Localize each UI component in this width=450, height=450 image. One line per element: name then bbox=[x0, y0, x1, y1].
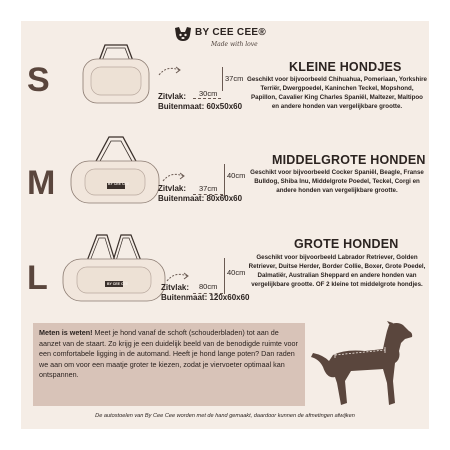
medium-dog-bed-illustration bbox=[65, 133, 165, 207]
width-dimension-label: 30cm bbox=[199, 89, 218, 98]
footer-note: De autostoelen van By Cee Cee worden met de hand gemaakt, daardoor kunnen de afmetingen afwijken bbox=[95, 413, 355, 419]
height-dimension-line bbox=[224, 258, 225, 294]
info-body: Meet je hond vanaf de schoft (schouderbladen) tot aan de aanzet van de staart. Zo krijg je een duidelijk beeld van de benodigde ruimte voor een comfortabele ligging in de automand. Heeft je hond lange poten? Dan raden we aan om voor een maatje groter te kiezen, zodat je viervoeter optimaal kan ontspannen. bbox=[39, 328, 298, 380]
bed-brand-label: BY CEE CEE bbox=[108, 182, 130, 186]
brand-header bbox=[173, 26, 283, 56]
section-title-small: KLEINE HONDJES bbox=[289, 60, 402, 74]
size-letter-l: L bbox=[27, 259, 48, 297]
dog-face-logo-icon bbox=[173, 26, 193, 42]
width-dimension-label: 80cm bbox=[199, 282, 218, 291]
size-letter-s: S bbox=[27, 61, 50, 99]
dog-silhouette-icon bbox=[305, 319, 417, 411]
section-description-large: Geschikt voor bijvoorbeeld Labrador Retriever, Golden Retriever, Duitse Herder, Border Collie, Boxer, Grote Poedel, Dalmatiër, Australian Sheppard en andere honden van vergelijkbare grootte. OF 2 kleine tot middelgrote hondjes. bbox=[248, 254, 426, 288]
infographic bbox=[21, 21, 429, 429]
section-title-large: GROTE HONDEN bbox=[294, 237, 399, 251]
brand-name: BY CEE CEE® bbox=[195, 27, 267, 38]
height-dimension-label: 37cm bbox=[225, 74, 244, 83]
section-description-medium: Geschikt voor bijvoorbeeld Cocker Spaniël, Beagle, Franse Bulldog, Shiba Inu, Middelgrote Poedel, Teckel, Corgi en andere honden van vergelijkbare grootte. bbox=[250, 169, 424, 194]
bed-brand-label: BY CEE CEE bbox=[107, 282, 129, 286]
outer-dimensions: Buitenmaat: 120x60x60 bbox=[161, 293, 250, 302]
height-dimension-label: 40cm bbox=[227, 171, 246, 180]
width-dimension-label: 37cm bbox=[199, 184, 218, 193]
height-dimension-line bbox=[224, 164, 225, 198]
surface-label: Zitvlak: bbox=[161, 283, 190, 292]
outer-dimensions: Buitenmaat: 80x60x60 bbox=[158, 194, 243, 203]
outer-dimensions: Buitenmaat: 60x50x60 bbox=[158, 102, 243, 111]
section-title-medium: MIDDELGROTE HONDEN bbox=[272, 153, 426, 167]
measuring-info-box bbox=[33, 323, 305, 406]
arrow-right-icon bbox=[161, 169, 187, 185]
width-dimension-line bbox=[193, 98, 221, 99]
small-dog-bed-illustration bbox=[69, 39, 159, 107]
brand-tagline: Made with love bbox=[211, 41, 258, 48]
info-lead: Meten is weten! bbox=[39, 328, 93, 337]
section-description-small: Geschikt voor bijvoorbeeld Chihuahua, Pomeriaan, Yorkshire Terriër, Dwergpoedel, Kaninchen Teckel, Mopshond, Papillon, Cavalier King Charles Spaniël, Maltezer, Maltipoo en andere honden van vergelijkbare grootte. bbox=[247, 76, 427, 110]
large-dog-bed-illustration bbox=[59, 229, 169, 305]
surface-label: Zitvlak: bbox=[158, 92, 187, 101]
surface-label: Zitvlak: bbox=[158, 184, 187, 193]
size-letter-m: M bbox=[27, 164, 56, 202]
height-dimension-line bbox=[222, 67, 223, 91]
arrow-right-icon bbox=[157, 63, 183, 79]
height-dimension-label: 40cm bbox=[227, 268, 246, 277]
